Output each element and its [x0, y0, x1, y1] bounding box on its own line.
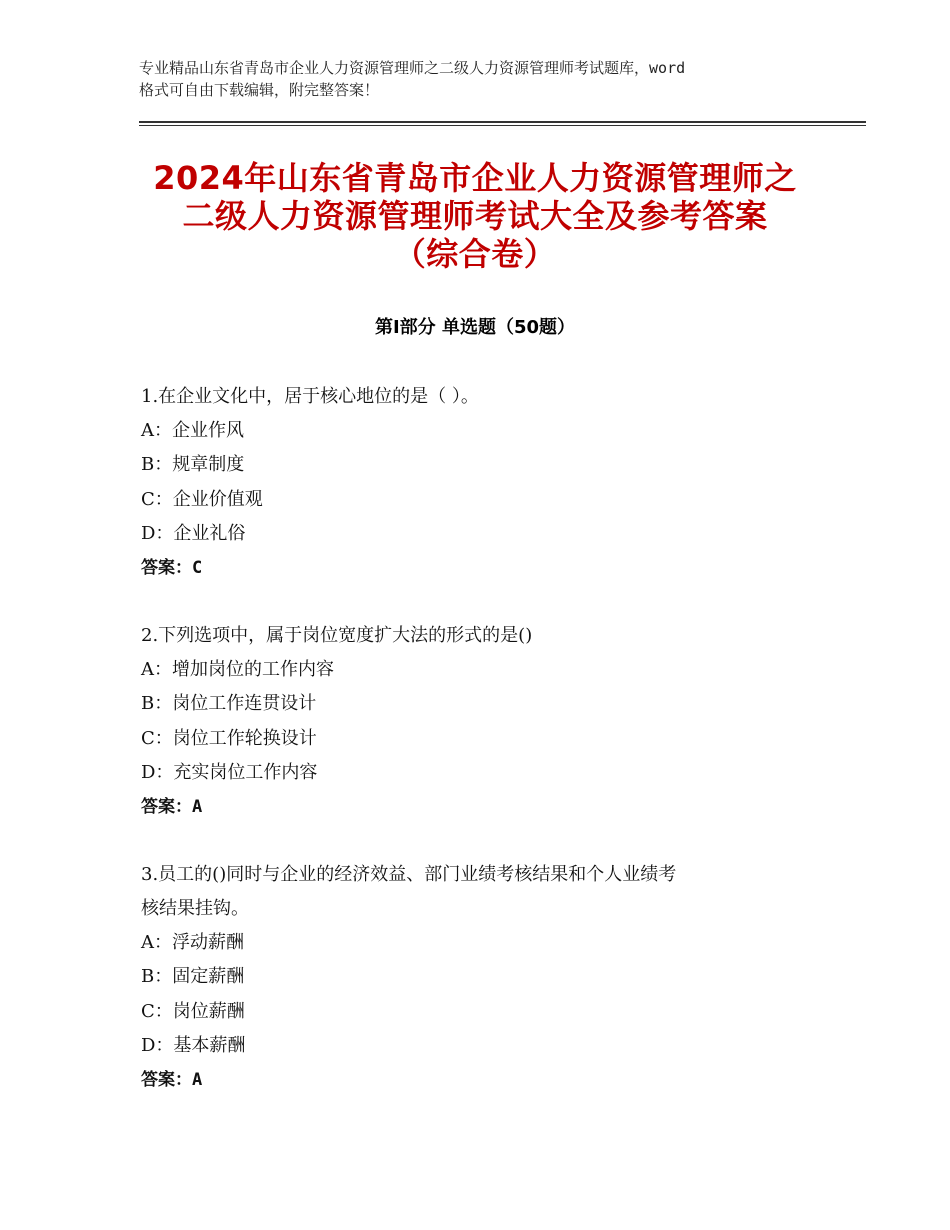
option-c: C：企业价值观 — [141, 488, 263, 510]
option-d: D：企业礼俗 — [141, 522, 246, 544]
document-title-line-3: （综合卷） — [393, 235, 557, 273]
header-note-line-1: 专业精品山东省青岛市企业人力资源管理师之二级人力资源管理师考试题库，word — [139, 59, 686, 77]
option-a: A：企业作风 — [141, 420, 244, 441]
answer-value: A — [192, 797, 203, 818]
answer-value: A — [192, 1070, 203, 1091]
header-note-line-2: 格式可自由下载编辑，附完整答案！ — [139, 81, 380, 99]
header-note — [139, 57, 829, 101]
header-divider-thin — [139, 125, 866, 126]
option-c: C：岗位工作轮换设计 — [141, 727, 317, 749]
answer — [141, 790, 811, 824]
option-b: B：岗位工作连贯设计 — [141, 693, 317, 715]
document-title-line-1: 2024年山东省青岛市企业人力资源管理师之 — [153, 159, 797, 197]
option-b: B：固定薪酬 — [141, 966, 245, 988]
option-c: C：岗位薪酬 — [141, 1000, 245, 1022]
document-title-line-2: 二级人力资源管理师考试大全及参考答案 — [182, 197, 768, 235]
answer-label: 答案： — [141, 558, 192, 579]
header-divider-thick — [139, 121, 866, 123]
option-b: B：规章制度 — [141, 454, 245, 476]
answer-label: 答案： — [141, 1070, 192, 1091]
document-title — [100, 159, 850, 273]
section-heading: 第Ⅰ部分 单选题（50题） — [374, 317, 575, 338]
answer-label: 答案： — [141, 797, 192, 818]
option-d: D：充实岗位工作内容 — [141, 761, 318, 783]
option-a: A：浮动薪酬 — [141, 932, 244, 953]
question-2 — [141, 619, 811, 824]
question-stem: 1.在企业文化中，居于核心地位的是（ ）。 — [141, 386, 479, 407]
question-stem-line-2: 核结果挂钩。 — [141, 898, 249, 919]
question-stem: 2.下列选项中，属于岗位宽度扩大法的形式的是() — [141, 625, 533, 646]
question-3 — [141, 858, 811, 1097]
question-1 — [141, 380, 811, 585]
answer — [141, 1063, 811, 1097]
option-d: D：基本薪酬 — [141, 1034, 246, 1056]
question-stem-line-1: 3.员工的()同时与企业的经济效益、部门业绩考核结果和个人业绩考 — [141, 864, 677, 885]
answer — [141, 551, 811, 585]
option-a: A：增加岗位的工作内容 — [141, 659, 334, 680]
answer-value: C — [192, 558, 203, 579]
